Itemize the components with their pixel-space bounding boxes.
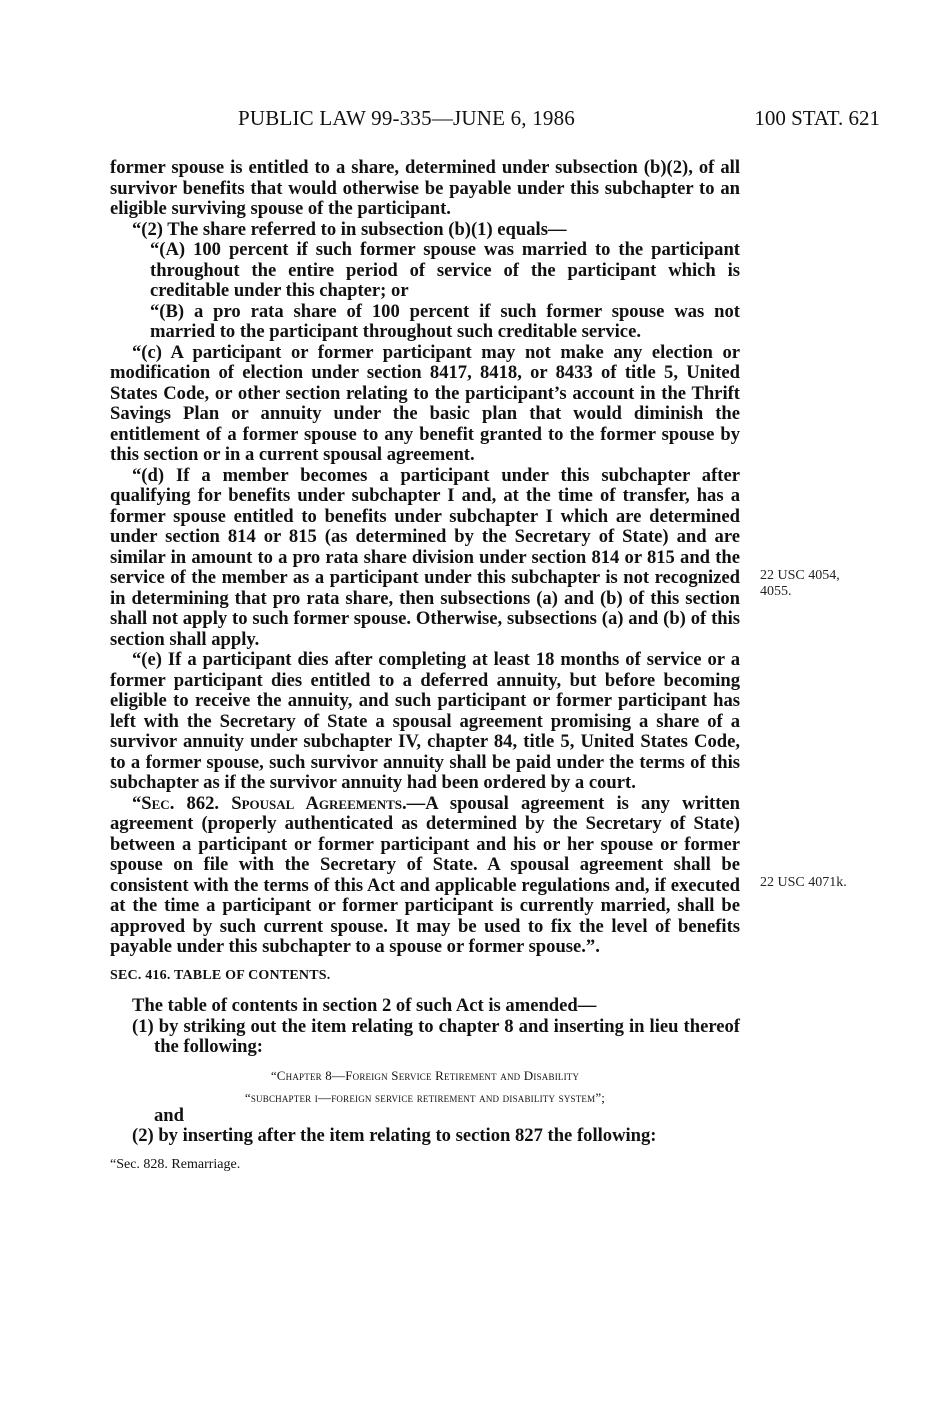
- section-416-item-1: (1) by striking out the item relating to chapter 8 and inserting in lieu thereof the following:: [132, 1015, 740, 1057]
- header-stat-page: 100 STAT. 621: [754, 106, 880, 130]
- page-header: [110, 106, 880, 136]
- paragraph-sec-862: [110, 794, 740, 958]
- paragraph-share-a-text: “(A) 100 percent if such former spouse was married to the participant throughout the entire period of service of the participant which is creditable under this chapter; or: [150, 239, 740, 301]
- section-416-and: and: [154, 1104, 184, 1126]
- paragraph-former-spouse: former spouse is entitled to a share, determined under subsection (b)(2), of all survivor benefits that would otherwise be payable under this subchapter to an eligible surviving spouse of the participant.: [110, 157, 740, 219]
- margin-note-line: 4055.: [760, 584, 792, 599]
- margin-note-usc-4071k: 22 USC 4071k.: [760, 875, 847, 890]
- section-416-heading: SEC. 416. TABLE OF CONTENTS.: [110, 967, 331, 983]
- paragraph-d: “(d) If a member becomes a participant under this subchapter after qualifying for benefits under subchapter I and, at the time of transfer, has a former spouse entitled to benefits under subchapter I which are determined under section 814 or 815 (as determined by the Secretary of State) and are similar in amount to a pro rata share division under section 814 or 815 and the service of the member as a participant under this subchapter is not recognized in determining that pro rata share, then subsections (a) and (b) of this section shall not apply to such former spouse. Otherwise, subsections (a) and (b) of this section shall apply.: [110, 464, 740, 650]
- paragraph-c: “(c) A participant or former participant may not make any election or modification of election under section 8417, 8418, or 8433 of title 5, United States Code, or other section relating to the participant’s account in the Thrift Savings Plan or annuity under the basic plan that would diminish the entitlement of a former spouse to any benefit granted to the former spouse by this section or in a current spousal agreement.: [110, 341, 740, 465]
- chapter-8-line: “Chapter 8—Foreign Service Retirement and Disability: [270, 1067, 580, 1083]
- section-416-intro: The table of contents in section 2 of such Act is amended—: [132, 995, 597, 1016]
- sec-862-text: —A spousal agreement is any written agreement (properly authenticated as determined by the Secretary of State) between a participant or former participant and his or her spouse or former spouse on file with the Secretary of State. A spousal agreement shall be consistent with the terms of this Act and applicable regulations and, if executed at the time a participant or former participant is currently married, shall be approved by such current spouse. It may be used to fix the level of benefits payable under this subchapter to a spouse or former spouse.”.: [110, 792, 740, 957]
- paragraph-share-2: “(2) The share referred to in subsection (b)(1) equals—: [132, 218, 567, 240]
- margin-note-line: 22 USC 4054,: [760, 568, 840, 583]
- paragraph-share-a: [110, 240, 740, 302]
- section-416-item-2: (2) by inserting after the item relating to section 827 the following:: [132, 1125, 657, 1146]
- header-title: PUBLIC LAW 99-335—JUNE 6, 1986: [238, 106, 576, 130]
- sec-862-label: “Sec. 862. Spousal Agreements.: [132, 792, 407, 814]
- paragraph-share-b: “(B) a pro rata share of 100 percent if such former spouse was not married to the participant throughout such creditable service.: [150, 300, 740, 342]
- paragraph-e: “(e) If a participant dies after completing at least 18 months of service or a former participant dies entitled to a deferred annuity, but before becoming eligible to receive the annuity, and such participant or former participant has left with the Secretary of State a spousal agreement promising a share of a survivor annuity under subchapter IV, chapter 84, title 5, United States Code, to a former spouse, such survivor annuity shall be paid under the terms of this subchapter as if the survivor annuity had been ordered by a court.: [110, 649, 740, 793]
- subchapter-i-line: “subchapter i—foreign service retirement and disability system”;: [244, 1089, 606, 1105]
- body-text: [110, 158, 740, 1175]
- sec-828-item: “Sec. 828. Remarriage.: [110, 1156, 241, 1172]
- margin-note-usc-4054: [760, 568, 840, 600]
